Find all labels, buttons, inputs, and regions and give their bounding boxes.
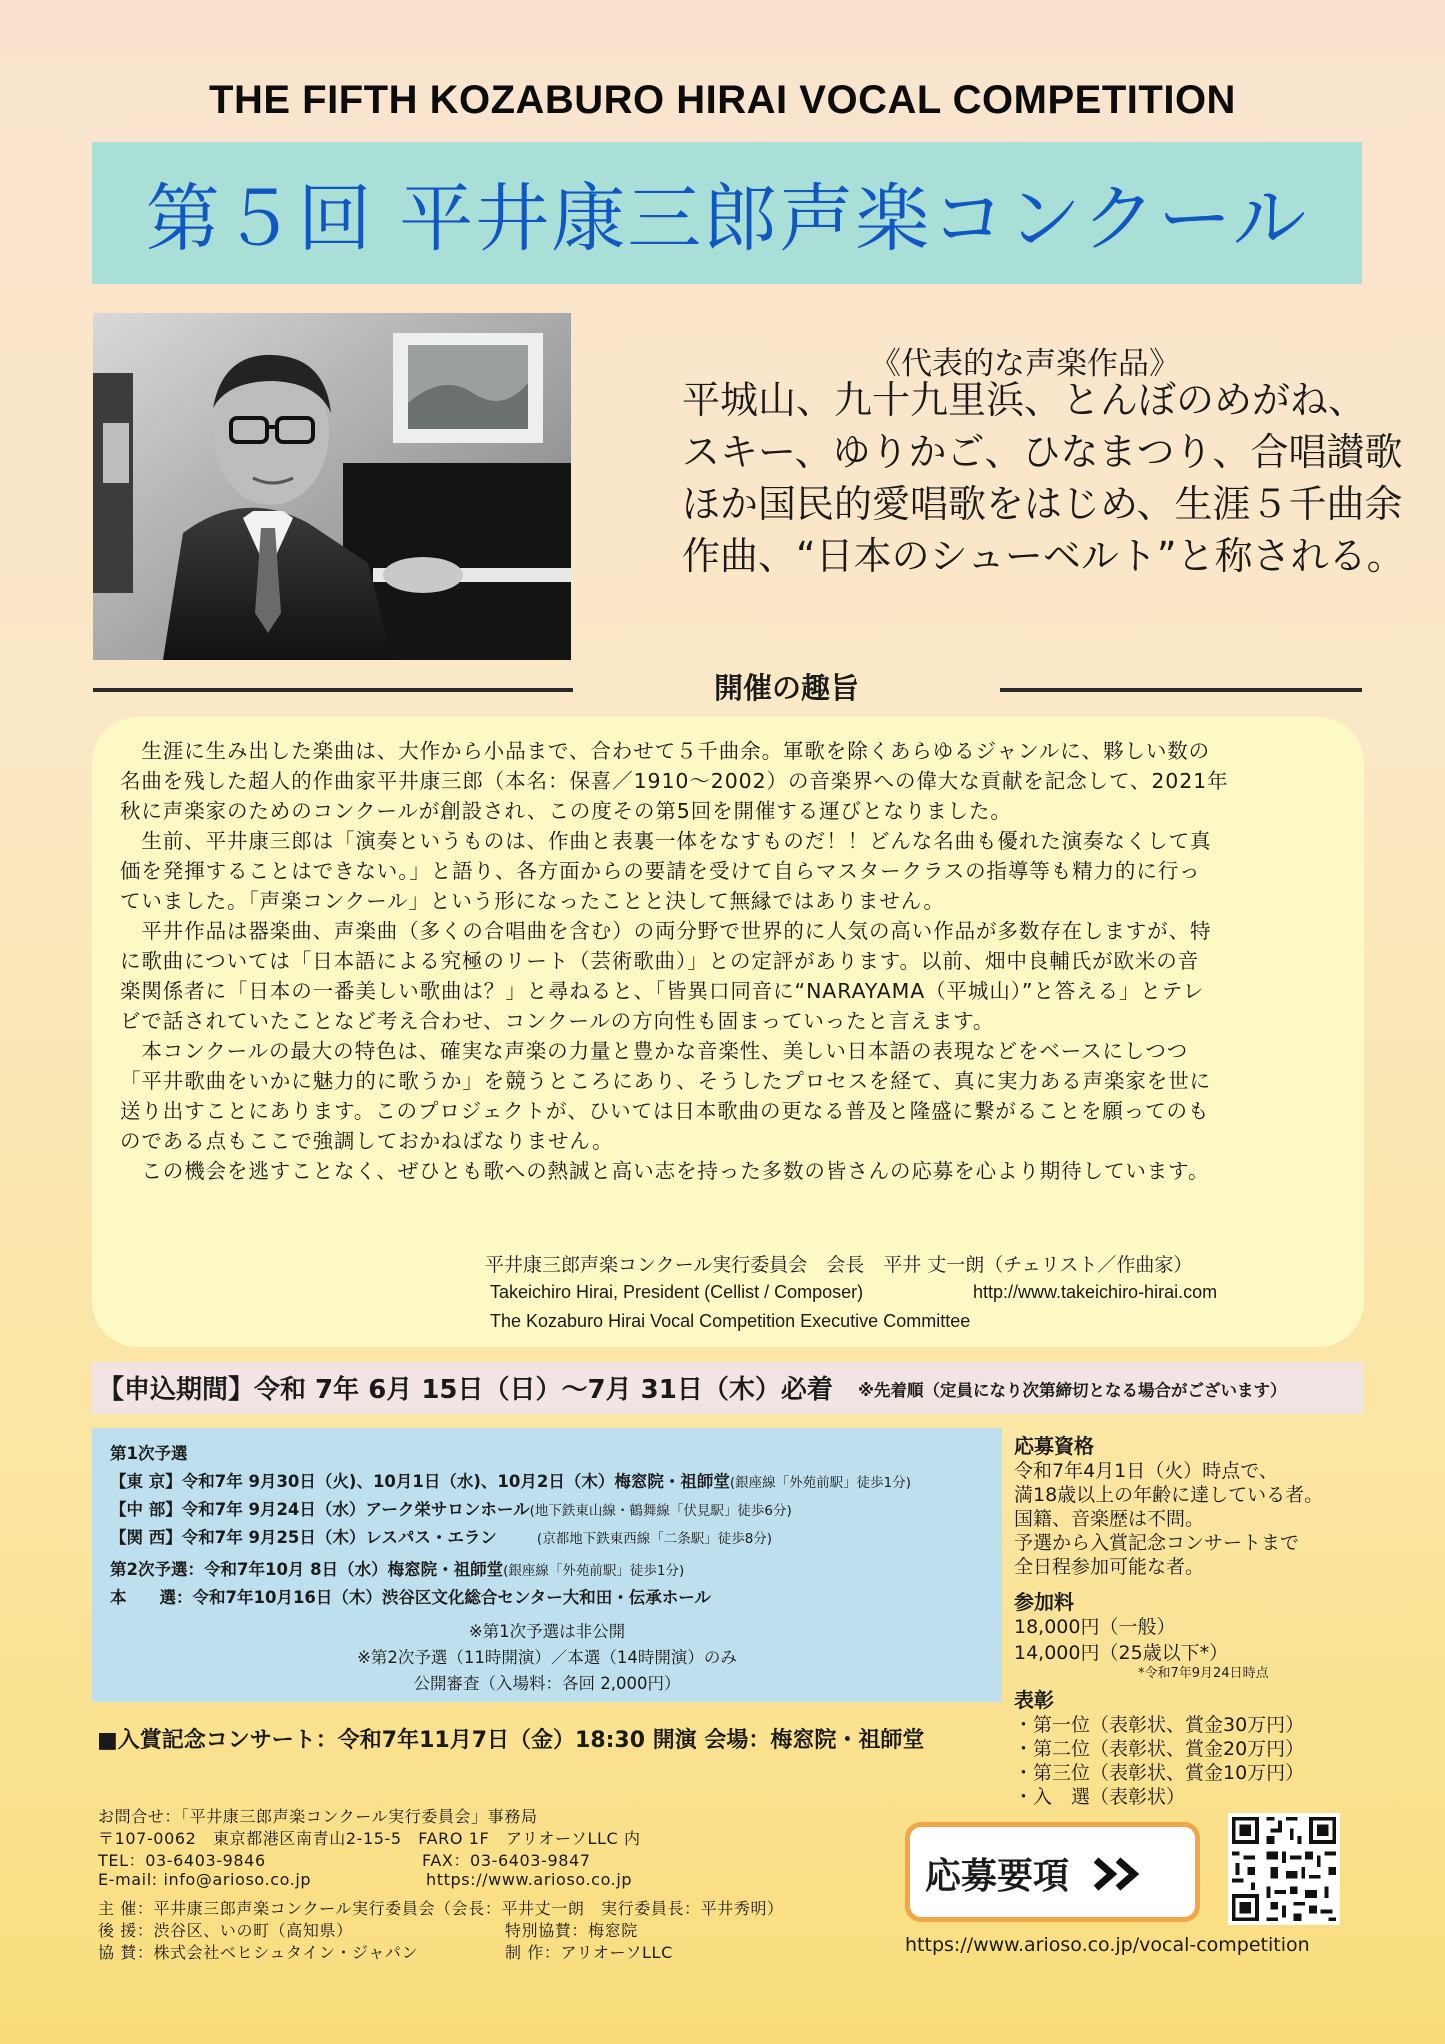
purpose-line: 価を発揮することはできない。」と語り、各方面からの要請を受けて自らマスタークラスの指導等も精力的に行っ bbox=[120, 859, 1201, 883]
japanese-title: 第５回 平井康三郎声楽コンクール bbox=[145, 176, 1309, 262]
website-link[interactable]: http://www.takeichiro-hirai.com bbox=[973, 1282, 1218, 1302]
schedule-row bbox=[110, 1584, 711, 1608]
qr-code-icon[interactable] bbox=[1228, 1813, 1340, 1925]
schedule-text: 本 選：令和7年10月16日（木）渋谷区文化総合センター大和田・伝承ホール bbox=[110, 1588, 711, 1607]
purpose-line: 平井作品は器楽曲、声楽曲（多くの合唱曲を含む）の両分野で世界的に人気の高い作品が多数存在しますが、特 bbox=[120, 919, 1212, 943]
schedule-access: (京都地下鉄東西線「二条駅」徒歩8分) bbox=[536, 1531, 773, 1547]
support: 後 援：渋谷区、いの町（高知県） bbox=[98, 1921, 353, 1940]
fax: FAX：03-6403-9847 bbox=[422, 1851, 591, 1870]
sponsor: 協 賛：株式会社ベヒシュタイン・ジャパン bbox=[98, 1943, 419, 1962]
purpose-line: 本コンクールの最大の特色は、確実な声楽の力量と豊かな音楽性、美しい日本語の表現などをベースにしつつ bbox=[120, 1039, 1189, 1063]
purpose-line: 生前、平井康三郎は「演奏というものは、作曲と表裏一体をなすものだ！！どんな名曲も優れた演奏なくして真 bbox=[120, 829, 1212, 853]
purpose-line: ていました。「声楽コンクール」という形になったことと決して無縁ではありません。 bbox=[120, 889, 945, 913]
tel: TEL：03-6403-9846 bbox=[98, 1851, 266, 1870]
apply-guidelines-label[interactable] bbox=[925, 1848, 1144, 1900]
composer-portrait bbox=[93, 313, 571, 660]
schedule-row bbox=[110, 1524, 772, 1548]
eligibility-line: 国籍、音楽歴は不問。 bbox=[1014, 1508, 1205, 1530]
purpose-line: に歌曲については「日本語による究極のリート（芸術歌曲）」との定評があります。以前、畑中良輔氏が欧米の音 bbox=[120, 949, 1200, 973]
purpose-line: のである点もここで強調しておかねばなりません。 bbox=[120, 1129, 614, 1153]
purpose-line: ビで話されていたことなど考え合わせ、コンクールの方向性も固まっていったと言えます。 bbox=[120, 1009, 995, 1033]
first-round-label: 第1次予選 bbox=[110, 1444, 188, 1463]
eligibility-line: 予選から入賞記念コンサートまで bbox=[1014, 1532, 1300, 1554]
schedule-text: 【中 部】令和7年 9月24日（水）アーク栄サロンホール bbox=[110, 1500, 530, 1519]
works-line: ほか国民的愛唱歌をはじめ、生涯５千曲余 bbox=[682, 482, 1403, 526]
schedule-note: 公開審査（入場料：各回 2,000円） bbox=[413, 1674, 681, 1693]
application-note: ※先着順（定員になり次第締切となる場合がございます） bbox=[858, 1381, 1287, 1400]
eligibility-line: 令和7年4月1日（火）時点で、 bbox=[1014, 1460, 1278, 1482]
award-item: ・入 選（表彰状） bbox=[1014, 1786, 1186, 1808]
fee-note: *令和7年9月24日時点 bbox=[1138, 1666, 1269, 1681]
divider bbox=[93, 688, 573, 692]
award-item: ・第二位（表彰状、賞金20万円） bbox=[1014, 1738, 1305, 1760]
address: 〒107-0062 東京都港区南青山2-15-5 FARO 1F アリオーソLLC 内 bbox=[98, 1829, 641, 1848]
schedule-row bbox=[110, 1468, 911, 1492]
purpose-line: 送り出すことにあります。このプロジェクトが、ひいては日本歌曲の更なる普及と隆盛に繋がることを願ってのも bbox=[120, 1099, 1210, 1123]
signature-en: Takeichiro Hirai, President (Cellist / Composer) bbox=[490, 1282, 864, 1302]
schedule-row bbox=[110, 1496, 792, 1520]
application-period: 【申込期間】令和 7年 6月 15日（日）～7月 31日（木）必着 bbox=[98, 1375, 833, 1405]
schedule-access: (銀座線「外苑前駅」徒歩1分) bbox=[729, 1475, 912, 1491]
eligibility-line: 全日程参加可能な者。 bbox=[1014, 1556, 1205, 1578]
schedule-row bbox=[110, 1556, 684, 1580]
web-link[interactable]: https://www.arioso.co.jp bbox=[426, 1870, 633, 1889]
fee-heading: 参加料 bbox=[1014, 1590, 1074, 1614]
works-line: 平城山、九十九里浜、とんぼのめがね、 bbox=[682, 378, 1367, 422]
eligibility-line: 満18歳以上の年齢に達している者。 bbox=[1014, 1484, 1324, 1506]
award-concert: ■入賞記念コンサート：令和7年11月7日（金）18:30 開演 会場：梅窓院・祖師堂 bbox=[97, 1728, 925, 1753]
fee-general: 18,000円（一般） bbox=[1014, 1616, 1176, 1638]
schedule-note: ※第1次予選は非公開 bbox=[468, 1622, 626, 1641]
purpose-line: 生涯に生み出した楽曲は、大作から小品まで、合わせて５千曲余。軍歌を除くあらゆるジャンルに、夥しい数の bbox=[120, 739, 1211, 763]
schedule-access: (銀座線「外苑前駅」徒歩1分) bbox=[503, 1563, 685, 1579]
double-chevron-right-icon bbox=[1092, 1857, 1144, 1900]
purpose-heading: 開催の趣旨 bbox=[713, 671, 859, 705]
schedule-text: 第2次予選：令和7年10月 8日（水）梅窓院・祖師堂 bbox=[110, 1560, 504, 1579]
production: 制 作：アリオーソLLC bbox=[505, 1943, 673, 1962]
divider bbox=[1000, 688, 1362, 692]
fee-youth: 14,000円（25歳以下*） bbox=[1014, 1642, 1229, 1664]
purpose-line: 名曲を残した超人的作曲家平井康三郎（本名：保喜／1910～2002）の音楽界への偉大な貢献を記念して、2021年 bbox=[120, 769, 1229, 793]
purpose-line: 秋に声楽家のためのコンクールが創設され、この度その第5回を開催する運びとなりました。 bbox=[120, 799, 1012, 823]
purpose-line: 「平井歌曲をいかに魅力的に歌うか」を競うところにあり、そうしたプロセスを経て、真に実力ある声楽家を世に bbox=[120, 1069, 1211, 1093]
english-title: THE FIFTH KOZABURO HIRAI VOCAL COMPETITION bbox=[209, 78, 1236, 122]
committee-en: The Kozaburo Hirai Vocal Competition Executive Committee bbox=[490, 1311, 971, 1331]
works-heading: 《代表的な声楽作品》 bbox=[870, 346, 1180, 382]
award-item: ・第一位（表彰状、賞金30万円） bbox=[1014, 1714, 1305, 1736]
awards-heading: 表彰 bbox=[1014, 1688, 1054, 1712]
organizer: 主 催：平井康三郎声楽コンクール実行委員会（会長：平井丈一朗 実行委員長：平井秀明） bbox=[98, 1899, 784, 1918]
works-line: 作曲、“日本のシューベルト”と称される。 bbox=[682, 534, 1405, 578]
works-line: スキー、ゆりかご、ひなまつり、合唱讃歌 bbox=[682, 430, 1403, 474]
apply-label-text: 応募要項 bbox=[925, 1856, 1070, 1897]
special-support: 特別協賛：梅窓院 bbox=[505, 1921, 638, 1940]
award-item: ・第三位（表彰状、賞金10万円） bbox=[1014, 1762, 1305, 1784]
schedule-text: 【東 京】令和7年 9月30日（火)、10月1日（水)、10月2日（木）梅窓院・祖師堂 bbox=[110, 1472, 730, 1491]
eligibility-heading: 応募資格 bbox=[1014, 1434, 1094, 1458]
purpose-line: この機会を逃すことなく、ぜひとも歌への熱誠と高い志を持った多数の皆さんの応募を心より期待しています。 bbox=[120, 1159, 1210, 1183]
email-link[interactable]: E-mail: info@arioso.co.jp bbox=[98, 1870, 312, 1889]
purpose-line: 楽関係者に「日本の一番美しい歌曲は？」と尋ねると、「皆異口同音に“NARAYAMA（平城山）”と答える」とテレ bbox=[120, 979, 1205, 1003]
inquiry: お問合せ：「平井康三郎声楽コンクール実行委員会」事務局 bbox=[98, 1807, 538, 1826]
signature-jp: 平井康三郎声楽コンクール実行委員会 会長 平井 丈一朗（チェリスト／作曲家） bbox=[485, 1254, 1193, 1276]
schedule-text: 【関 西】令和7年 9月25日（木）レスパス・エラン bbox=[110, 1528, 497, 1547]
schedule-access: (地下鉄東山線・鶴舞線「伏見駅」徒歩6分) bbox=[529, 1503, 792, 1519]
guidelines-url[interactable]: https://www.arioso.co.jp/vocal-competition bbox=[905, 1934, 1310, 1956]
schedule-note: ※第2次予選（11時開演）／本選（14時開演）のみ bbox=[357, 1648, 737, 1667]
